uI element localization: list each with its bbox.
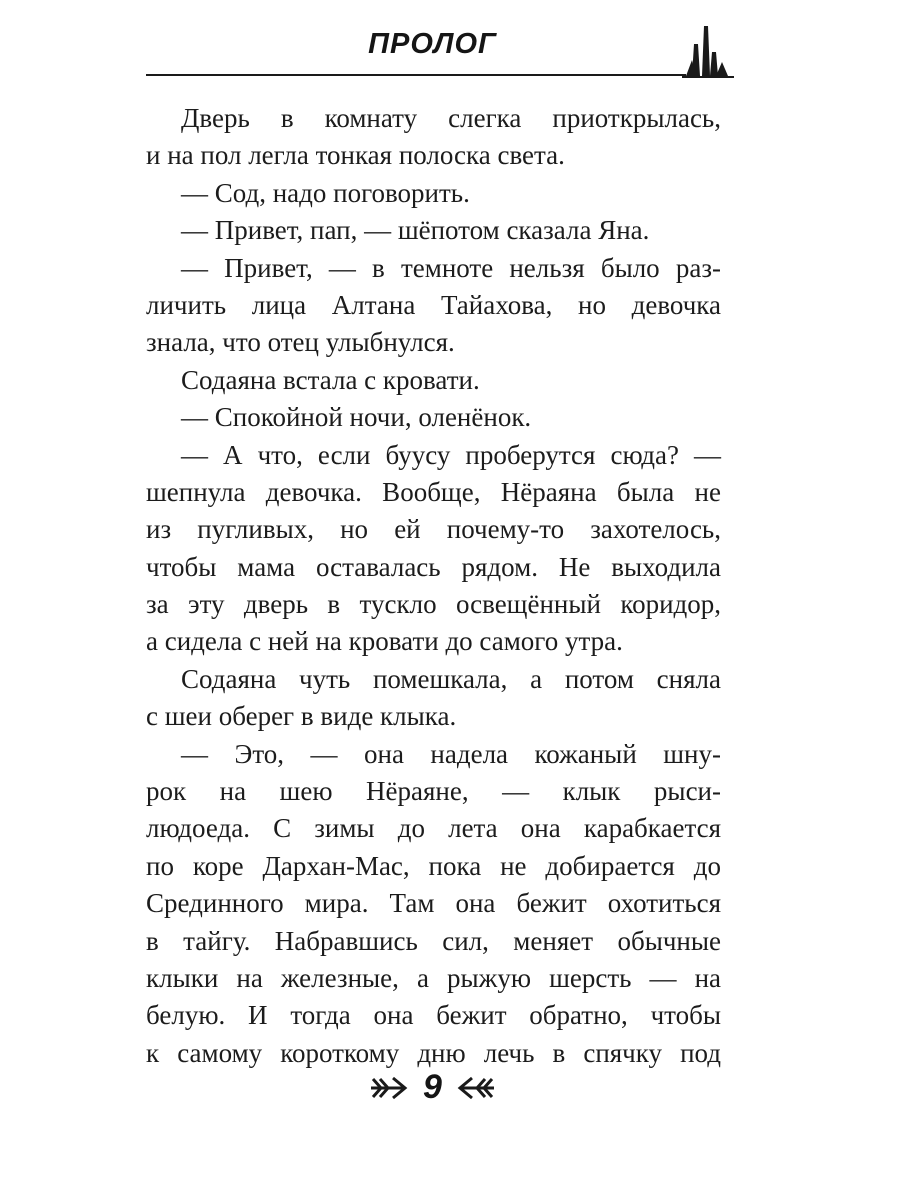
text-line: белую. И тогда она бежит обратно, чтобы — [146, 1000, 721, 1031]
page-footer — [0, 1068, 865, 1107]
arrow-right-icon — [369, 1073, 409, 1103]
text-line: за эту дверь в тускло освещённый коридор, — [146, 589, 721, 620]
arrow-left-icon — [456, 1073, 496, 1103]
text-line: чтобы мама оставалась рядом. Не выходила — [146, 551, 721, 582]
text-line: — Это, — она надела кожаный шну- — [181, 738, 721, 769]
text-line: а сидела с ней на кровати до самого утра. — [146, 626, 623, 657]
header-divider — [146, 74, 686, 76]
text-line: — Привет, — в темноте нельзя было раз- — [181, 252, 721, 283]
text-line: по коре Дархан-Мас, пока не добирается до — [146, 850, 721, 881]
text-line: личить лица Алтана Тайахова, но девочка — [146, 289, 721, 320]
text-line: — Сод, надо поговорить. — [181, 177, 470, 208]
text-line: Дверь в комнату слегка приоткрылась, — [181, 103, 721, 133]
text-line: — Привет, пап, — шёпотом сказала Яна. — [181, 215, 650, 246]
body-text — [146, 100, 721, 1072]
text-line: Содаяна чуть помешкала, а потом сняла — [181, 663, 721, 694]
text-line: и на пол легла тонкая полоска света. — [146, 140, 565, 171]
text-line: знала, что отец улыбнулся. — [146, 327, 455, 358]
text-line: клыки на железные, а рыжую шерсть — на — [146, 962, 721, 993]
text-line: рок на шею Нёраяне, — клык рыси- — [146, 776, 721, 807]
tree-moon-icon — [680, 16, 736, 82]
text-line: с шеи оберег в виде клыка. — [146, 701, 457, 732]
text-line: Содаяна встала с кровати. — [181, 364, 480, 395]
text-line: из пугливых, но ей почему-то захотелось, — [146, 514, 721, 545]
text-line: шепнула девочка. Вообще, Нёраяна была не — [146, 476, 721, 507]
text-line: к самому короткому дню лечь в спячку под — [146, 1037, 721, 1068]
text-line: — А что, если буусу проберутся сюда? — — [181, 439, 721, 470]
text-line: людоеда. С зимы до лета она карабкается — [146, 813, 721, 844]
page-number: 9 — [423, 1068, 442, 1106]
chapter-title: ПРОЛОГ — [368, 28, 497, 60]
text-line: Срединного мира. Там она бежит охотиться — [146, 888, 721, 919]
text-line: — Спокойной ночи, оленёнок. — [181, 402, 532, 433]
text-line: в тайгу. Набравшись сил, меняет обычные — [146, 925, 721, 956]
